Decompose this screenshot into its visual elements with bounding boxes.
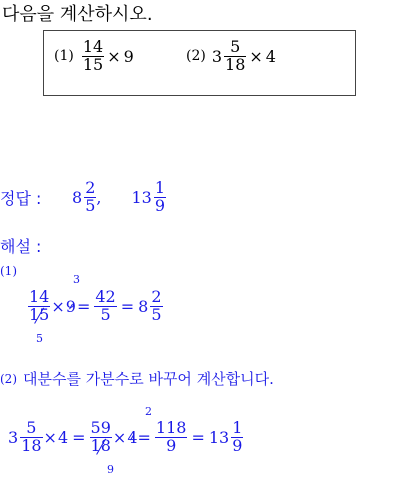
- answer-line: [0, 180, 166, 215]
- part-2-improper-fraction: [90, 420, 112, 455]
- part-1-numerator: 14: [29, 287, 50, 306]
- problem-2: [186, 39, 276, 74]
- part-2-denominator: 18: [21, 435, 42, 455]
- problem-1-fraction: [82, 39, 104, 74]
- part-1-final-numerator: 2: [151, 287, 162, 306]
- part-2-multiplier: 4: [57, 427, 69, 447]
- part-2-final-whole: 13: [208, 427, 230, 447]
- part-2-equation: [8, 420, 243, 455]
- answer-label: 정답 :: [0, 188, 42, 208]
- explanation-label: 해설 :: [0, 237, 42, 256]
- problem-2-multiplier: 4: [265, 46, 276, 66]
- equals-sign: =: [137, 427, 151, 447]
- part-2-final-denominator: 9: [232, 435, 243, 455]
- answer-separator: ,: [96, 187, 102, 207]
- part-2-label: (2): [0, 371, 17, 386]
- part-2-description: [0, 368, 274, 389]
- problem-2-fraction: [224, 39, 246, 74]
- part-2-text: 대분수를 가분수로 바꾸어 계산합니다.: [23, 370, 274, 388]
- part-2-result-fraction: [155, 420, 188, 455]
- part-2-mult-reduced: 2: [145, 405, 152, 418]
- answer-1-whole: 8: [72, 187, 83, 207]
- equals-sign: =: [191, 427, 205, 447]
- times-sign: ×: [43, 427, 57, 447]
- part-2-final-numerator: 1: [232, 418, 243, 437]
- problem-1-numerator: 14: [82, 37, 104, 56]
- part-1-result-numerator: 42: [95, 287, 116, 306]
- problem-2-label: (2): [186, 48, 206, 65]
- answer-1-fraction: [84, 180, 96, 215]
- problem-1-multiplier: 9: [123, 46, 134, 66]
- part-1-equation: [28, 289, 163, 324]
- answer-2-fraction: [154, 180, 166, 215]
- answer-2-numerator: 1: [154, 178, 166, 197]
- times-sign: ×: [112, 427, 127, 447]
- problem-2-numerator: 5: [230, 37, 241, 56]
- answer-2-whole: 13: [131, 187, 152, 207]
- times-sign: ×: [51, 296, 65, 316]
- part-1-mult-reduced: 3: [73, 273, 80, 286]
- part-1-denominator-cancelled: 15: [29, 304, 50, 324]
- part-2-improper-denominator-cancelled: 18: [90, 435, 111, 455]
- problem-1-denominator: 15: [82, 54, 104, 74]
- times-sign: ×: [107, 46, 121, 66]
- part-1-label: (1): [0, 264, 17, 278]
- part-1-den-reduced: 5: [36, 332, 43, 345]
- part-1-fraction: [28, 289, 50, 324]
- answer-1-numerator: 2: [85, 178, 96, 197]
- problem-2-whole: 3: [211, 46, 223, 66]
- part-1-multiplier-cancelled: 9: [65, 296, 76, 316]
- part-1-result-denominator: 5: [100, 304, 111, 324]
- equals-sign: =: [76, 296, 91, 316]
- part-2-numerator: 5: [26, 418, 37, 437]
- equals-sign: =: [120, 296, 135, 316]
- part-2-result-denominator: 9: [166, 435, 177, 455]
- answer-1-denominator: 5: [85, 195, 96, 215]
- part-2-multiplier-cancelled: 4: [127, 427, 138, 447]
- part-2-final-fraction: [231, 420, 243, 455]
- part-1-final-fraction: [150, 289, 162, 324]
- part-2-improper-numerator: 59: [90, 418, 111, 437]
- problem-1: [54, 39, 134, 74]
- answer-2-denominator: 9: [154, 195, 166, 215]
- part-1-final-whole: 8: [138, 296, 149, 316]
- part-1-final-denominator: 5: [151, 304, 162, 324]
- times-sign: ×: [249, 46, 263, 66]
- part-2-fraction: [20, 420, 42, 455]
- equals-sign: =: [72, 427, 86, 447]
- part-2-den-reduced: 9: [107, 463, 114, 476]
- problem-2-denominator: 18: [225, 54, 246, 74]
- part-2-whole: 3: [8, 427, 19, 447]
- instruction-text: 다음을 계산하시오.: [2, 4, 153, 25]
- part-1-result-fraction: [94, 289, 116, 324]
- problem-1-label: (1): [54, 48, 74, 65]
- part-2-result-numerator: 118: [155, 418, 187, 437]
